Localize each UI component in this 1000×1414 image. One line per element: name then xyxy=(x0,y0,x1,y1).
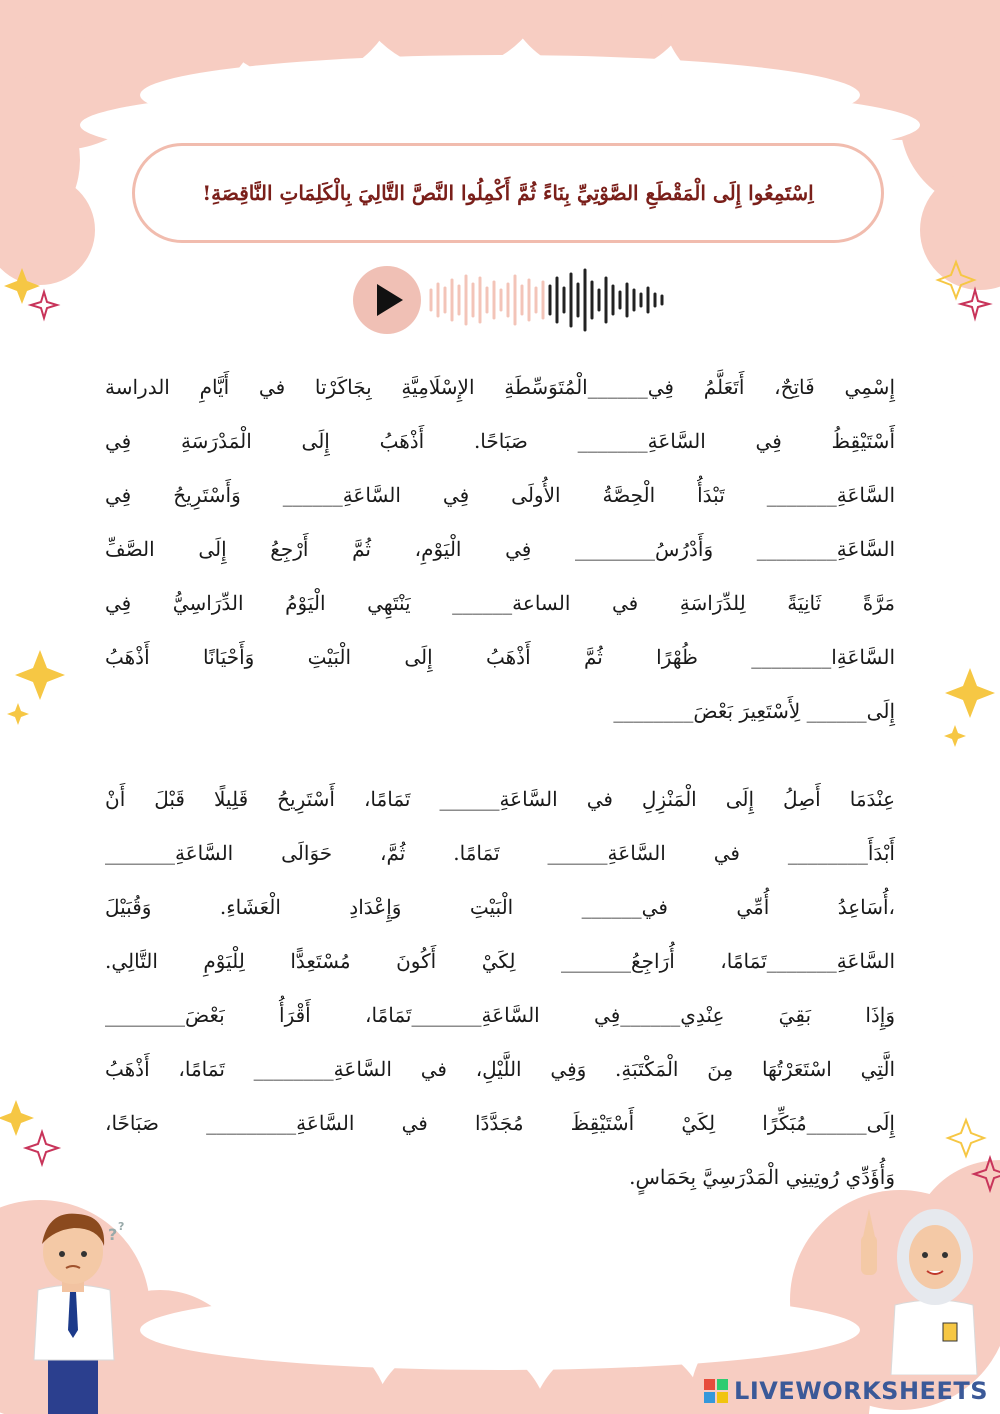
instruction-text: اِسْتَمِعُوا إِلَى الْمَقْطَعِ الصَّوْتِيِّ بِنَاءً ثُمَّ أَكْمِلُوا النَّصَّ التَّالِيَ بِالْكَلِمَاتِ النَّاقِصَةِ! xyxy=(202,181,814,205)
paragraph-line: إِسْمِي فَاتِحٌ، أَتَعَلَّمُ فِي______الْمُتَوَسِّطَةِ الإِسْلَامِيَّةِ بِجَاكَرْتا في أَيَّامِ الدراسة xyxy=(105,375,895,399)
paragraph-line: وَأُؤَدِّي رُوتِينِي الْمَدْرَسِيَّ بِحَمَاسٍ. xyxy=(629,1165,895,1189)
paragraph-line: وَإِذَا بَقِيَ عِنْدِي______فِي السَّاعَةِ_______تَمَامًا، أَقْرَأُ بَعْضَ________ xyxy=(105,1003,895,1027)
audio-player xyxy=(353,266,683,334)
paragraph-line: إِلَى______مُبَكِّرًا لِكَيْ أَسْتَيْقِظَ مُجَدَّدًا في السَّاعَةِ_________ صَبَاحًا، xyxy=(105,1111,895,1135)
paragraph-line: السَّاعَةِا________ ظُهْرًا ثُمَّ أَذْهَبُ إِلَى الْبَيْتِ وَأَحْيَانًا أَذْهَبُ xyxy=(105,645,895,669)
liveworksheets-logo-icon xyxy=(704,1379,728,1403)
paragraph-line: السَّاعَةِ________ وَأَدْرُسُ________ فِي الْيَوْمِ، ثُمَّ أَرْجِعُ إِلَى الصَّفِّ xyxy=(105,537,895,561)
paragraph-line: السَّاعَةِ_______ تَبْدَأُ الْحِصَّةُ الأُولَى فِي السَّاعَةِ______ وَأَسْتَرِيحُ فِي xyxy=(105,483,895,507)
paragraph-1 xyxy=(105,360,895,738)
paragraph-line: أَسْتَيْقِظُ فِي السَّاعَةِ_______ صَبَاحًا. أَذْهَبُ إِلَى الْمَدْرَسَةِ فِي xyxy=(105,429,895,453)
liveworksheets-watermark xyxy=(704,1374,988,1408)
paragraph-line: الَّتِي اسْتَعَرْتُهَا مِنَ الْمَكْتَبَةِ. وَفِي اللَّيْلِ، في السَّاعَةِ________ تَمَامًا، أَذْهَبُ xyxy=(105,1057,895,1081)
svg-text:?: ? xyxy=(108,1225,118,1244)
girl-character-illustration xyxy=(855,1195,985,1375)
sound-wave-icon xyxy=(425,266,675,334)
paragraph-line: مَرَّةً ثَانِيَةً لِلدِّرَاسَةِ في الساعة______ يَنْتَهِي الْيَوْمُ الدِّرَاسِيُّ فِي xyxy=(105,591,895,615)
play-button[interactable] xyxy=(353,266,421,334)
paragraph-line: ،أُسَاعِدُ أُمِّي في______ الْبَيْتِ وَإِعْدَادِ الْعَشَاءِ. وَقُبَيْلَ xyxy=(105,895,895,919)
paragraph-line: السَّاعَةِ_______تَمَامًا، أُرَاجِعُ_______ لِكَيْ أَكُونَ مُسْتَعِدًّا لِلْيَوْمِ التَّالِي. xyxy=(105,949,895,973)
paragraph-line: إِلَى______ لِأَسْتَعِيرَ بَعْضَ________ xyxy=(613,699,895,723)
paragraph-line: عِنْدَمَا أَصِلُ إِلَى الْمَنْزِلِ في السَّاعَةِ______ تَمَامًا، أَسْتَرِيحُ قَلِيلًا قَبْلَ أَنْ xyxy=(105,787,895,811)
watermark-text: LIVEWORKSHEETS xyxy=(734,1377,988,1405)
paragraph-2 xyxy=(105,772,895,1204)
play-icon xyxy=(353,266,421,334)
svg-text:?: ? xyxy=(118,1220,125,1233)
instruction-box xyxy=(132,143,884,243)
boy-character-illustration xyxy=(18,1200,128,1414)
paragraph-line: أَبْدَأَ________ في السَّاعَةِ______ تَمَامًا. ثُمَّ، حَوَالَى السَّاعَةِ_______ xyxy=(105,841,895,865)
